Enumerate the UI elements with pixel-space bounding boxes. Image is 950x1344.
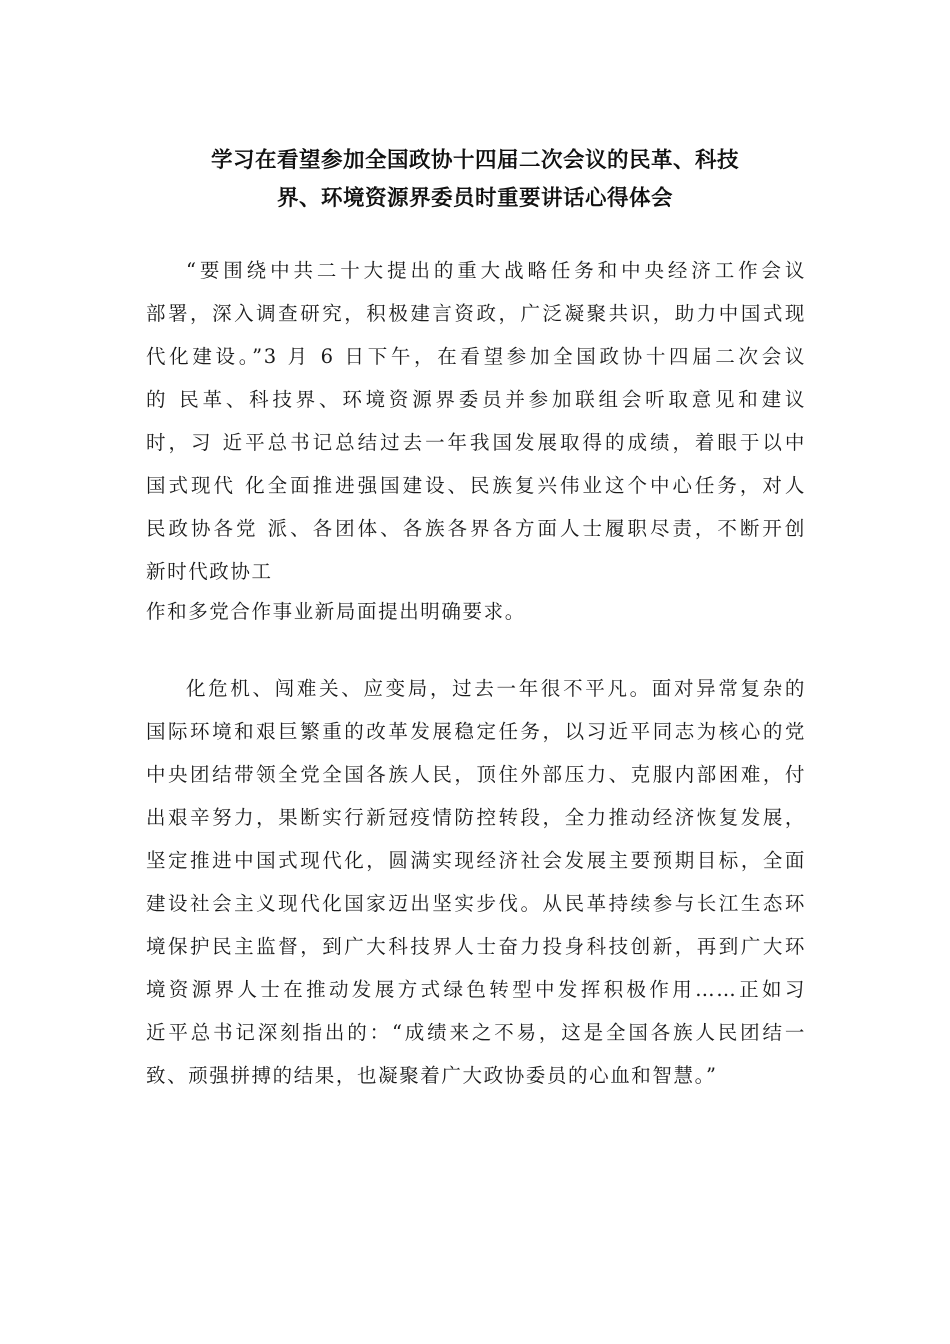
paragraph-1-line-8: 新时代政协工 xyxy=(146,560,273,583)
paragraph-1-line-1: “要围绕中共二十大提出的重大战略任务和中央经济工作会议 xyxy=(186,259,806,282)
paragraph-2-line-6: 建设社会主义现代化国家迈出坚实步伐。从民革持续参与长江生态环 xyxy=(146,892,806,915)
paragraph-2-line-1: 化危机、闯难关、应变局，过去一年很不平凡。面对异常复杂的 xyxy=(186,677,806,700)
paragraph-2-line-10: 致、顽强拼搏的结果，也凝聚着广大政协委员的心血和智慧。” xyxy=(146,1064,718,1087)
paragraph-1-line-9: 作和多党合作事业新局面提出明确要求。 xyxy=(146,600,526,623)
paragraph-2-line-5: 坚定推进中国式现代化，圆满实现经济社会发展主要预期目标，全面 xyxy=(146,849,806,872)
title-line-1: 学习在看望参加全国政协十四届二次会议的民革、科技 xyxy=(210,148,739,173)
paragraph-2-line-3: 中央团结带领全党全国各族人民，顶住外部压力、克服内部困难，付 xyxy=(146,763,806,786)
paragraph-1-line-3: 代化建设。”3 月 6 日下午，在看望参加全国政协十四届二次会议 xyxy=(146,345,806,368)
paragraph-1-line-7: 民政协各党 派、各团体、各族各界各方面人士履职尽责，不断开创 xyxy=(146,517,806,540)
paragraph-1-line-5: 时，习 近平总书记总结过去一年我国发展取得的成绩，着眼于以中 xyxy=(146,431,806,454)
paragraph-1-line-6: 国式现代 化全面推进强国建设、民族复兴伟业这个中心任务，对人 xyxy=(146,474,806,497)
paragraph-2-line-8: 境资源界人士在推动发展方式绿色转型中发挥积极作用……正如习 xyxy=(146,978,806,1001)
document-title xyxy=(140,142,810,218)
paragraph-2-line-9: 近平总书记深刻指出的：“成绩来之不易，这是全国各族人民团结一 xyxy=(146,1021,806,1044)
title-line-2: 界、环境资源界委员时重要讲话心得体会 xyxy=(276,186,673,211)
paragraph-1-line-2: 部署，深入调查研究，积极建言资政，广泛凝聚共识，助力中国式现 xyxy=(146,302,806,325)
paragraph-2-line-2: 国际环境和艰巨繁重的改革发展稳定任务，以习近平同志为核心的党 xyxy=(146,720,806,743)
paragraph-2-line-4: 出艰辛努力，果断实行新冠疫情防控转段，全力推动经济恢复发展， xyxy=(146,806,806,829)
paragraph-1-line-4: 的 民革、科技界、环境资源界委员并参加联组会听取意见和建议 xyxy=(146,388,806,411)
paragraph-2-line-7: 境保护民主监督，到广大科技界人士奋力投身科技创新，再到广大环 xyxy=(146,935,806,958)
